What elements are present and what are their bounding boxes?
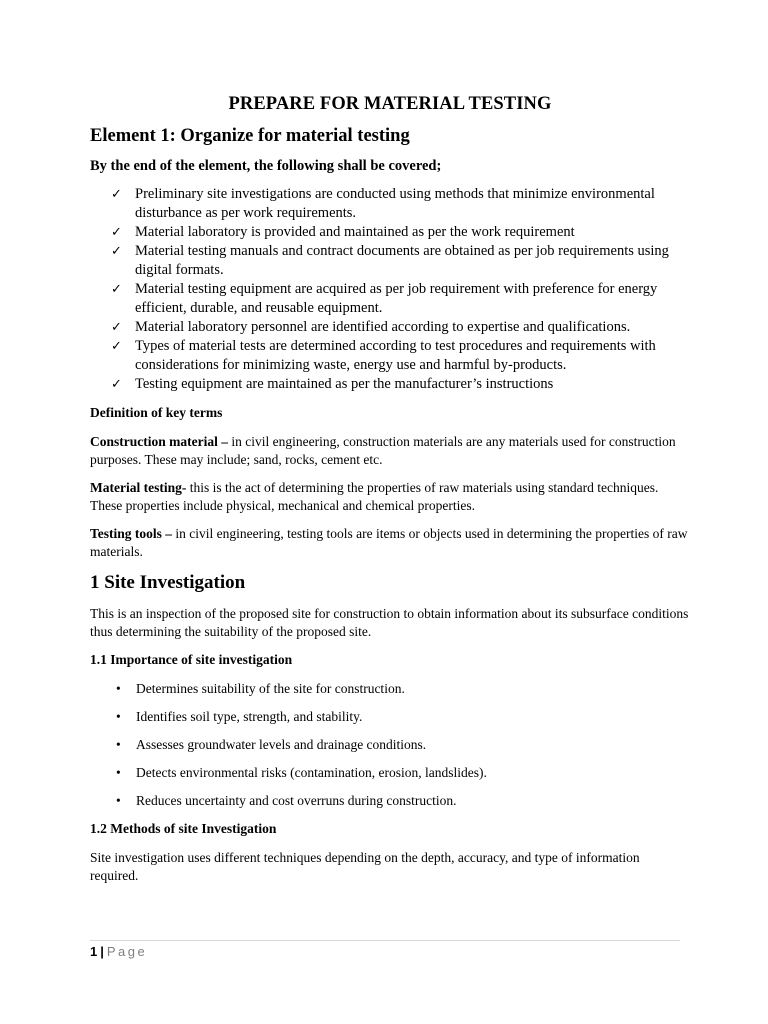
element-lead-text: By the end of the element, the following shall be covered; bbox=[90, 158, 442, 174]
definition-text: this is the act of determining the properties of raw materials using standard techniques. These properties include physical, mechanical and chemical properties. bbox=[90, 480, 659, 513]
checklist-item bbox=[111, 185, 690, 223]
checkmark-icon: ✓ bbox=[111, 244, 122, 259]
checkmark-icon: ✓ bbox=[111, 320, 122, 335]
definition-text: in civil engineering, construction materials are any materials used for construction purposes. These may include; sand, rocks, cement etc. bbox=[90, 434, 676, 467]
checkmark-icon: ✓ bbox=[111, 339, 122, 354]
checklist-item bbox=[111, 242, 690, 280]
outcomes-checklist bbox=[90, 185, 690, 394]
checklist-item-text: Preliminary site investigations are conducted using methods that minimize environmental disturbance as per work requirements. bbox=[135, 186, 655, 221]
page-content bbox=[90, 92, 690, 895]
definition-text: in civil engineering, testing tools are items or objects used in determining the properties of raw materials. bbox=[90, 526, 688, 559]
page-number: 1 bbox=[90, 944, 98, 959]
checklist-item-text: Testing equipment are maintained as per the manufacturer’s instructions bbox=[135, 376, 554, 392]
list-item bbox=[116, 792, 690, 810]
checklist-item bbox=[111, 375, 690, 394]
definition-construction-material bbox=[90, 433, 690, 469]
checklist-item-text: Material testing equipment are acquired as per job requirement with preference for energy efficient, durable, and reusable equipment. bbox=[135, 281, 658, 316]
bullet-icon: • bbox=[116, 765, 121, 780]
checklist-item-text: Material testing manuals and contract documents are obtained as per job requirements using digital formats. bbox=[135, 243, 669, 278]
subsection-heading-methods: 1.2 Methods of site Investigation bbox=[90, 821, 277, 836]
bullet-icon: • bbox=[116, 793, 121, 808]
definition-separator: – bbox=[161, 526, 176, 541]
list-item-text: Detects environmental risks (contamination, erosion, landslides). bbox=[136, 765, 487, 780]
definition-term: Testing tools bbox=[90, 526, 162, 541]
list-item-text: Assesses groundwater levels and drainage conditions. bbox=[136, 737, 427, 752]
bullet-icon: • bbox=[116, 709, 121, 724]
list-item-text: Determines suitability of the site for construction. bbox=[136, 681, 405, 696]
list-item bbox=[116, 736, 690, 754]
checklist-item-text: Material laboratory personnel are identified according to expertise and qualifications. bbox=[135, 319, 631, 335]
checkmark-icon: ✓ bbox=[111, 282, 122, 297]
list-item bbox=[116, 764, 690, 782]
checklist-item-text: Material laboratory is provided and maintained as per the work requirement bbox=[135, 224, 575, 240]
definition-material-testing bbox=[90, 479, 690, 515]
checklist-item bbox=[111, 280, 690, 318]
page-label: Page bbox=[106, 944, 148, 959]
definition-separator: – bbox=[217, 434, 232, 449]
bullet-icon: • bbox=[116, 737, 121, 752]
definition-term: Material testing bbox=[90, 480, 182, 495]
definition-separator: - bbox=[181, 480, 190, 495]
footer-divider bbox=[90, 940, 680, 941]
definitions-heading: Definition of key terms bbox=[90, 405, 223, 420]
list-item bbox=[116, 708, 690, 726]
checklist-item bbox=[111, 337, 690, 375]
list-item bbox=[116, 680, 690, 698]
checkmark-icon: ✓ bbox=[111, 187, 122, 202]
checkmark-icon: ✓ bbox=[111, 377, 122, 392]
element-heading: Element 1: Organize for material testing bbox=[90, 126, 410, 146]
list-item-text: Identifies soil type, strength, and stability. bbox=[136, 709, 363, 724]
checklist-item-text: Types of material tests are determined according to test procedures and requirements with considerations for minimizing waste, energy use and harmful by-products. bbox=[135, 338, 656, 373]
bullet-icon: • bbox=[116, 681, 121, 696]
checklist-item bbox=[111, 223, 690, 242]
document-title: PREPARE FOR MATERIAL TESTING bbox=[228, 94, 552, 114]
checklist-item bbox=[111, 318, 690, 337]
section-intro: This is an inspection of the proposed site for construction to obtain information about its subsurface conditions thus determining the suitability of the proposed site. bbox=[90, 606, 689, 639]
methods-intro: Site investigation uses different techniques depending on the depth, accuracy, and type of information required. bbox=[90, 850, 640, 883]
definition-term: Construction material bbox=[90, 434, 218, 449]
list-item-text: Reduces uncertainty and cost overruns during construction. bbox=[136, 793, 457, 808]
subsection-heading-importance: 1.1 Importance of site investigation bbox=[90, 652, 293, 667]
importance-bullet-list bbox=[90, 680, 690, 810]
section-heading-site-investigation: 1 Site Investigation bbox=[90, 572, 246, 593]
page-footer bbox=[90, 943, 147, 961]
checkmark-icon: ✓ bbox=[111, 225, 122, 240]
footer-separator: | bbox=[100, 944, 104, 959]
definition-testing-tools bbox=[90, 525, 690, 561]
